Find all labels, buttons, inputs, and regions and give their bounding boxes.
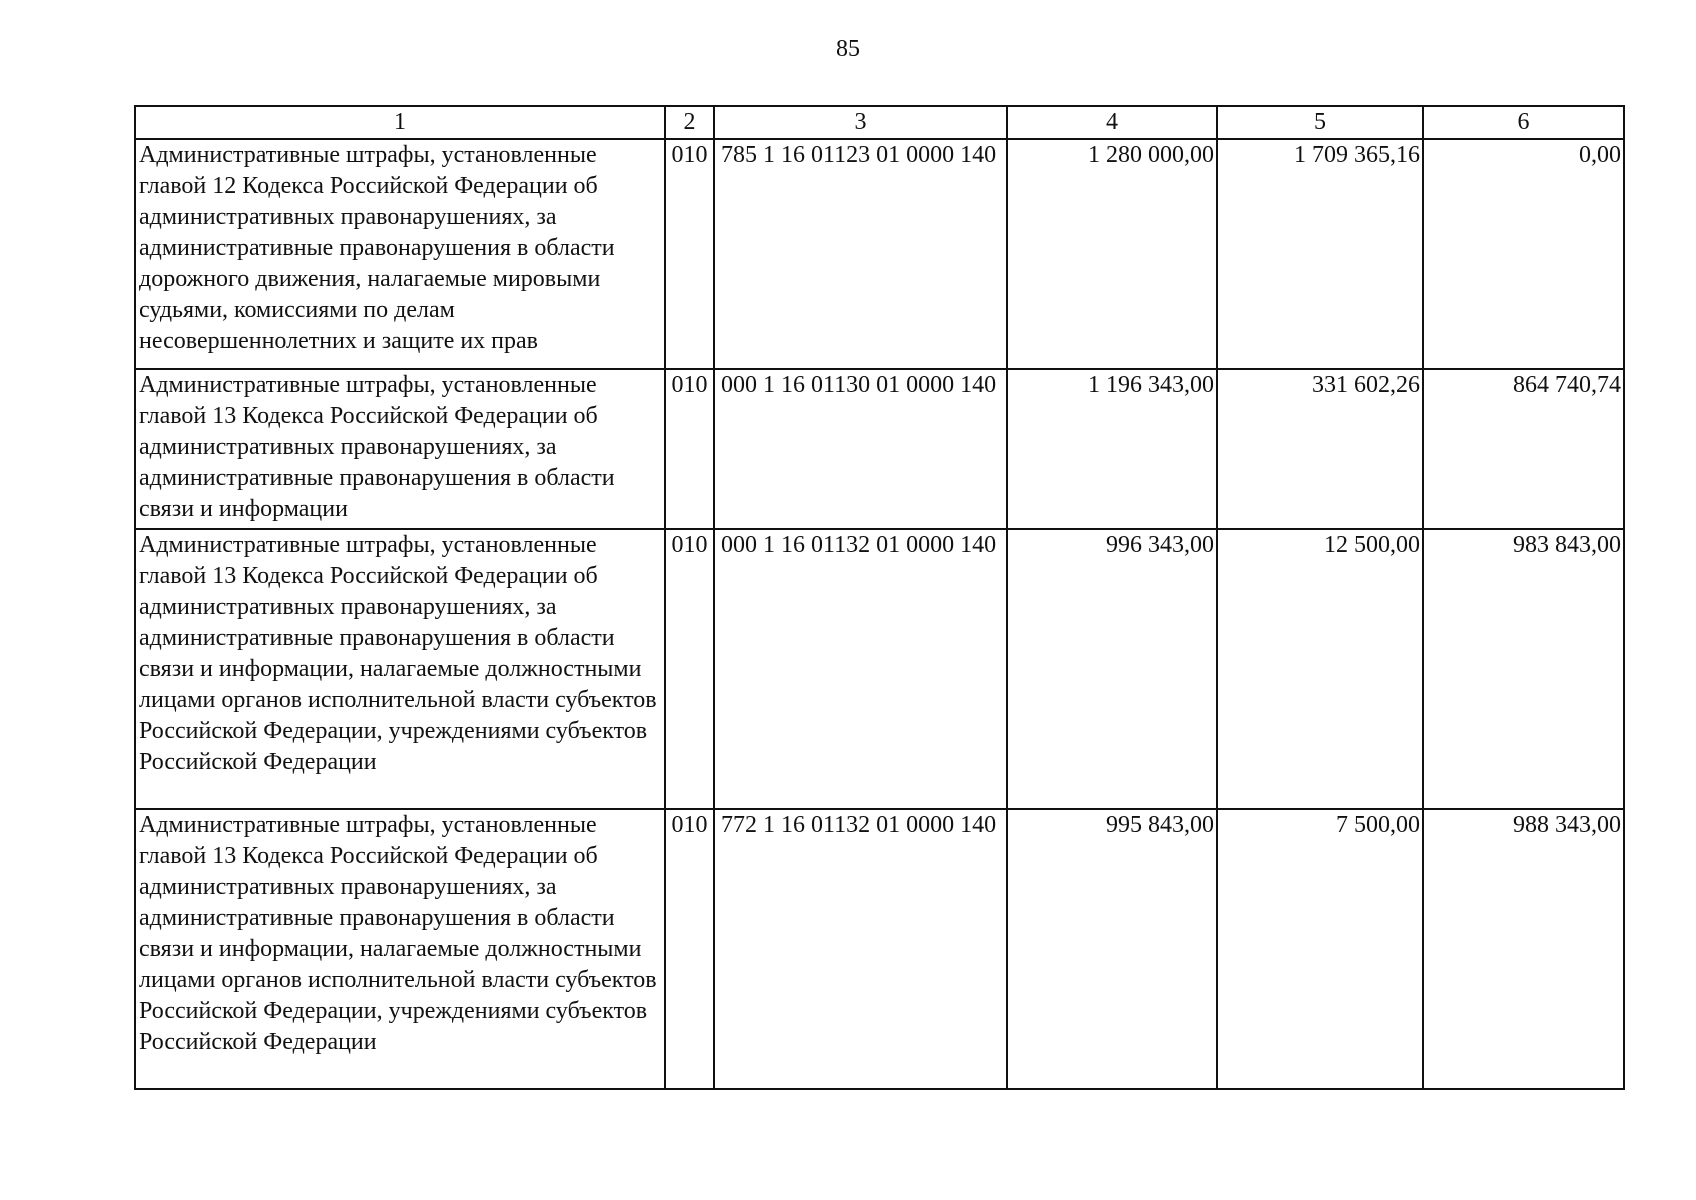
row-col6-cell: 988 343,00 xyxy=(1423,809,1624,1089)
row-line-code-cell: 010 xyxy=(665,139,714,369)
row-col5-cell: 331 602,26 xyxy=(1217,369,1423,529)
row-col4-cell: 1 280 000,00 xyxy=(1007,139,1217,369)
row-col5-cell: 7 500,00 xyxy=(1217,809,1423,1089)
column-header-3: 3 xyxy=(714,106,1007,139)
table-row xyxy=(135,369,1624,529)
row-col5-cell: 12 500,00 xyxy=(1217,529,1423,809)
row-income-code-cell: 000 1 16 01130 01 0000 140 xyxy=(714,369,1007,529)
row-line-code-cell: 010 xyxy=(665,529,714,809)
column-header-2: 2 xyxy=(665,106,714,139)
table-row xyxy=(135,809,1624,1089)
page-number: 85 xyxy=(836,36,860,62)
row-col6-cell: 0,00 xyxy=(1423,139,1624,369)
column-header-4: 4 xyxy=(1007,106,1217,139)
row-name-cell: Административные штрафы, установленные главой 12 Кодекса Российской Федерации об административных правонарушениях, за административные правонарушения в области дорожного движения, налагаемые мировыми судьями, комиссиями по делам несовершеннолетних и защите их прав xyxy=(135,139,665,369)
row-col4-cell: 995 843,00 xyxy=(1007,809,1217,1089)
row-col5-cell: 1 709 365,16 xyxy=(1217,139,1423,369)
row-line-code-cell: 010 xyxy=(665,369,714,529)
row-name-cell: Административные штрафы, установленные главой 13 Кодекса Российской Федерации об административных правонарушениях, за административные правонарушения в области связи и информации xyxy=(135,369,665,529)
table-row xyxy=(135,529,1624,809)
column-header-1: 1 xyxy=(135,106,665,139)
row-col6-cell: 864 740,74 xyxy=(1423,369,1624,529)
column-header-5: 5 xyxy=(1217,106,1423,139)
row-income-code-cell: 785 1 16 01123 01 0000 140 xyxy=(714,139,1007,369)
row-income-code-cell: 000 1 16 01132 01 0000 140 xyxy=(714,529,1007,809)
row-col6-cell: 983 843,00 xyxy=(1423,529,1624,809)
row-col4-cell: 1 196 343,00 xyxy=(1007,369,1217,529)
table-row xyxy=(135,139,1624,369)
row-name-cell: Административные штрафы, установленные главой 13 Кодекса Российской Федерации об административных правонарушениях, за административные правонарушения в области связи и информации, налагаемые должностными лицами органов исполнительной власти субъектов Российской Федерации, учреждениями субъектов Российской Федерации xyxy=(135,809,665,1089)
column-header-6: 6 xyxy=(1423,106,1624,139)
row-line-code-cell: 010 xyxy=(665,809,714,1089)
table-header-row xyxy=(135,106,1624,139)
row-col4-cell: 996 343,00 xyxy=(1007,529,1217,809)
row-name-cell: Административные штрафы, установленные главой 13 Кодекса Российской Федерации об административных правонарушениях, за административные правонарушения в области связи и информации, налагаемые должностными лицами органов исполнительной власти субъектов Российской Федерации, учреждениями субъектов Российской Федерации xyxy=(135,529,665,809)
row-income-code-cell: 772 1 16 01132 01 0000 140 xyxy=(714,809,1007,1089)
budget-table xyxy=(134,105,1625,1090)
